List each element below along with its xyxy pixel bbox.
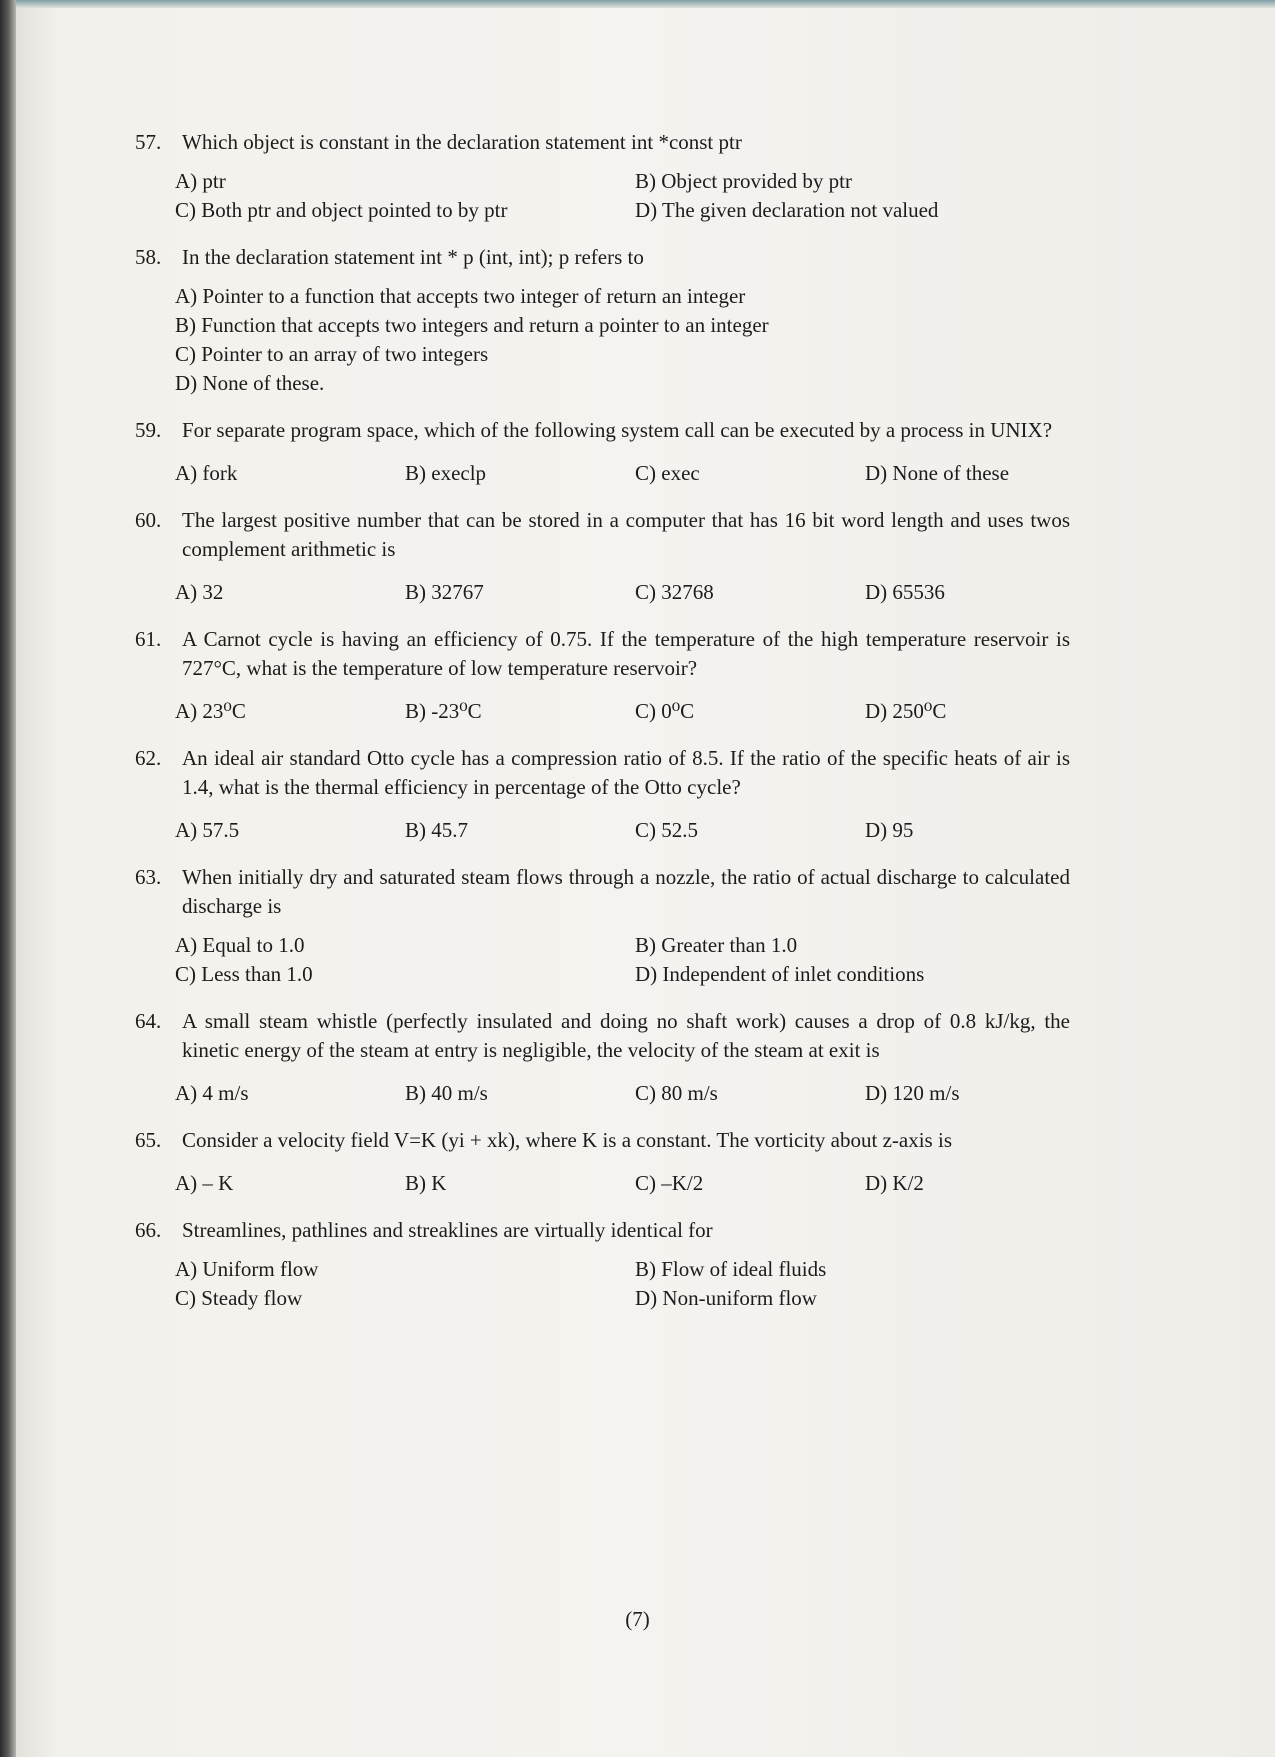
question-text: Which object is constant in the declaration statement int *const ptr — [182, 130, 742, 154]
scan-left-edge — [0, 0, 16, 1757]
option-c: C) Steady flow — [175, 1286, 303, 1310]
option-a: A) 23⁰C — [175, 699, 246, 723]
option-c: C) exec — [635, 461, 700, 485]
question-text: When initially dry and saturated steam flows through a nozzle, the ratio of actual discharge to calculated discharge is — [182, 865, 1070, 918]
question-number: 61. — [135, 627, 162, 651]
question-text: A Carnot cycle is having an efficiency of 0.75. If the temperature of the high temperature reservoir is 727°C, what is the temperature of low temperature reservoir? — [182, 627, 1070, 680]
question-text: In the declaration statement int * p (int, int); p refers to — [182, 245, 644, 269]
option-a: A) ptr — [175, 169, 226, 193]
option-c: C) Pointer to an array of two integers — [175, 342, 489, 366]
option-d: D) Non-uniform flow — [635, 1286, 817, 1310]
question-60 — [135, 506, 1070, 607]
question-number: 59. — [135, 418, 162, 442]
option-row — [135, 816, 1070, 845]
option-c: C) Less than 1.0 — [175, 962, 313, 986]
option-b: B) Object provided by ptr — [635, 169, 852, 193]
question-65 — [135, 1126, 1070, 1198]
option-c: C) Both ptr and object pointed to by ptr — [175, 198, 508, 222]
page-number: (7) — [625, 1607, 650, 1631]
option-b: B) Function that accepts two integers and return a pointer to an integer — [175, 313, 769, 337]
option-row — [135, 459, 1070, 488]
question-number: 57. — [135, 130, 162, 154]
option-c: C) –K/2 — [635, 1171, 704, 1195]
option-c: C) 52.5 — [635, 818, 698, 842]
option-grid — [135, 931, 1070, 989]
question-text: An ideal air standard Otto cycle has a compression ratio of 8.5. If the ratio of the specific heats of air is 1.4, what is the thermal efficiency in percentage of the Otto cycle? — [182, 746, 1070, 799]
question-62 — [135, 744, 1070, 845]
question-list — [135, 128, 1070, 1331]
option-b: B) execlp — [405, 461, 487, 485]
question-number: 58. — [135, 245, 162, 269]
question-59 — [135, 416, 1070, 488]
option-b: B) 40 m/s — [405, 1081, 488, 1105]
option-grid — [135, 167, 1070, 225]
question-number: 64. — [135, 1009, 162, 1033]
question-number: 65. — [135, 1128, 162, 1152]
question-number: 63. — [135, 865, 162, 889]
option-b: B) 32767 — [405, 580, 484, 604]
option-c: C) 80 m/s — [635, 1081, 718, 1105]
question-number: 66. — [135, 1218, 162, 1242]
question-text: Streamlines, pathlines and streaklines are virtually identical for — [182, 1218, 713, 1242]
option-a: A) 57.5 — [175, 818, 240, 842]
option-d: D) 250⁰C — [865, 699, 947, 723]
option-grid — [135, 1255, 1070, 1313]
option-a: A) Uniform flow — [175, 1257, 319, 1281]
option-d: D) None of these. — [175, 371, 325, 395]
option-c: C) 32768 — [635, 580, 714, 604]
question-number: 60. — [135, 508, 162, 532]
option-d: D) Independent of inlet conditions — [635, 962, 925, 986]
option-c: C) 0⁰C — [635, 699, 695, 723]
option-b: B) K — [405, 1171, 447, 1195]
option-b: B) Greater than 1.0 — [635, 933, 798, 957]
option-a: A) – K — [175, 1171, 234, 1195]
option-row — [135, 1079, 1070, 1108]
option-a: A) 4 m/s — [175, 1081, 249, 1105]
option-a: A) 32 — [175, 580, 224, 604]
question-text: A small steam whistle (perfectly insulated and doing no shaft work) causes a drop of 0.8 kJ/kg, the kinetic energy of the steam at entry is negligible, the velocity of the steam at exit is — [182, 1009, 1070, 1062]
option-d: D) 120 m/s — [865, 1081, 960, 1105]
option-d: D) The given declaration not valued — [635, 198, 939, 222]
option-row — [135, 697, 1070, 726]
question-63 — [135, 863, 1070, 989]
option-b: B) 45.7 — [405, 818, 468, 842]
question-text: Consider a velocity field V=K (yi + xk), where K is a constant. The vorticity about z-axis is — [182, 1128, 952, 1152]
option-d: D) 95 — [865, 818, 914, 842]
option-b: B) Flow of ideal fluids — [635, 1257, 827, 1281]
question-64 — [135, 1007, 1070, 1108]
question-66 — [135, 1216, 1070, 1313]
option-row — [135, 578, 1070, 607]
option-a: A) fork — [175, 461, 238, 485]
question-57 — [135, 128, 1070, 225]
question-text: For separate program space, which of the following system call can be executed by a process in UNIX? — [182, 418, 1053, 442]
option-a: A) Pointer to a function that accepts two integer of return an integer — [175, 284, 746, 308]
question-58 — [135, 243, 1070, 398]
option-d: D) K/2 — [865, 1171, 924, 1195]
option-list — [135, 282, 1070, 398]
option-b: B) -23⁰C — [405, 699, 482, 723]
option-d: D) 65536 — [865, 580, 945, 604]
question-text: The largest positive number that can be stored in a computer that has 16 bit word length and uses twos complement arithmetic is — [182, 508, 1070, 561]
option-row — [135, 1169, 1070, 1198]
question-61 — [135, 625, 1070, 726]
scan-top-edge — [0, 0, 1275, 8]
option-d: D) None of these — [865, 461, 1010, 485]
option-a: A) Equal to 1.0 — [175, 933, 305, 957]
question-number: 62. — [135, 746, 162, 770]
